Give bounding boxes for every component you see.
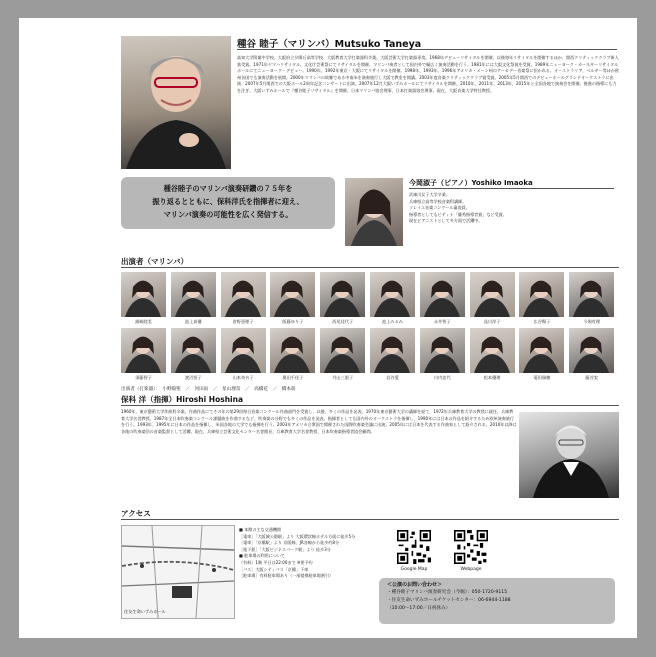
- contact-line: ・種谷睦子マリンバ演奏研究会（今堀）：050-1720-9115: [387, 590, 508, 595]
- contact-line: ・住友生命いずみホールチケットセンター：06-6944-1188: [387, 598, 511, 603]
- google-map-label: Google Map: [400, 567, 428, 572]
- promo-line-2: 振り返るとともに、保科洋氏を指揮者に迎え、: [152, 197, 304, 206]
- performer-photo: [370, 328, 415, 373]
- performer-photo: [121, 272, 166, 317]
- percussion-list: 出演者（打楽器）： 小野陽聖 ／ 河田雨 ／ 星山理奈 ／ 高橋花 ／ 橋本萌: [121, 387, 296, 392]
- performer-photo: [470, 328, 515, 373]
- map-venue-label: 住友生命いずみホール: [124, 609, 166, 614]
- performer-photo: [370, 272, 415, 317]
- flyer-sheet: [19, 18, 637, 638]
- performer-name: 松本優理: [483, 375, 501, 380]
- contact-box: [379, 578, 615, 624]
- imaoka-name: 今岡淑子（ピアノ）Yoshiko Imaoka: [409, 179, 533, 187]
- access-directions: [239, 527, 389, 580]
- imaoka-photo: [345, 178, 403, 246]
- promo-banner: [121, 177, 335, 229]
- performer-name: 阪藤ゆり子: [282, 319, 304, 324]
- performer-photo: [221, 272, 266, 317]
- promo-line-1: 種谷睦子のマリンバ演奏研鑽の７５年を: [163, 184, 293, 193]
- performer-name: 渡辺恒子: [184, 375, 202, 380]
- performer-name: 川内忠代: [433, 375, 451, 380]
- direction-line: （有料）1階 平日は22:00まで ※要予約: [239, 559, 313, 565]
- performer-photo: [270, 272, 315, 317]
- performer-name: 池上真優: [184, 319, 202, 324]
- performer-name: 藤谷実: [585, 375, 598, 380]
- performer-name: 西尾佳代子: [332, 319, 354, 324]
- direction-line: ［バス］大阪シティバス「京橋」下車: [239, 566, 309, 572]
- performer-photo: [519, 272, 564, 317]
- taneya-name: 種谷 睦子（マリンバ）Mutsuko Taneya: [237, 39, 422, 50]
- access-heading: アクセス: [121, 509, 151, 518]
- google-map-qr-icon[interactable]: [397, 530, 431, 564]
- imaoka-bio-line: 現在ピアニストとして多方面で活躍中。: [409, 218, 483, 224]
- hoshina-photo: [519, 412, 619, 498]
- performer-name: 今堀有理: [583, 319, 601, 324]
- access-map: [121, 525, 235, 619]
- performer-name: 倉野恵理子: [232, 319, 254, 324]
- performer-photo: [171, 328, 216, 373]
- taneya-portrait-icon: [121, 36, 231, 169]
- webpage-qr-icon[interactable]: [454, 530, 488, 564]
- performer-name: 広谷陽子: [533, 319, 551, 324]
- hoshina-bio: 1960年、東京藝術大学作曲科卒業。作曲作品にてその年の第29回毎日音楽コンクール作曲部門を受賞し、以後、多くの作品を発表。1970年東京藝術大学の講師を経て、1972年兵庫教育大学の教授に就任。兵庫教育大学名誉教授。1987年全日本吹奏楽コンクール課題曲を作曲するなど、吹奏楽の分野でも多くの作品を発表。指揮者としても国内外のオーケストラを指揮し、1990年には日本の作品を紹介するため欧州演奏旅行を行う。1993年、1995年に日本の作品を指揮し、米国各地の大学でも指揮を行う。2003年アメリカ合衆国で開催された国際吹奏楽会議に出演。2005年には日本を代表する作曲家として紹介される。2010年以降は各地の吹奏楽団の音楽監督として活躍。現在、兵庫県立芸術文化センター名誉館長、兵庫教育大学名誉教授、日本吹奏楽指導者協会顧問。: [121, 409, 517, 434]
- imaoka-bio-line: 武庫川女子大学卒業。: [409, 192, 450, 197]
- direction-line: ［地下鉄］「大阪ビジネスパーク駅」より 徒歩3分: [239, 546, 331, 552]
- direction-line: ■ 本館の主な交通機関: [239, 527, 282, 532]
- performer-photo: [221, 328, 266, 373]
- performer-name: 須藤智子: [135, 375, 152, 380]
- imaoka-bio-line: 指導者としてもピティナ「優秀指導者賞」など受賞。: [409, 211, 507, 217]
- direction-line: ［電車］「大阪城公園駅」より 大阪環状線ホテル方面に徒歩5分: [239, 533, 356, 539]
- performer-photo: [320, 328, 365, 373]
- taneya-photo: [121, 36, 231, 169]
- performer-photo: [420, 328, 465, 373]
- performer-photo: [121, 328, 166, 373]
- performer-photo: [171, 272, 216, 317]
- map-lines-icon: [122, 526, 234, 618]
- performer-name: 浦崎睦美: [135, 319, 152, 324]
- performer-photo: [420, 272, 465, 317]
- imaoka-bio-line: 兵庫県立高等学校音楽科講師。: [409, 198, 467, 204]
- performer-name: 奥田千佳子: [282, 375, 304, 380]
- webpage-label: Webpage: [460, 567, 482, 572]
- promo-line-3: マリンバ演奏の可能性を広く発信する。: [163, 210, 293, 219]
- imaoka-bio-line: ソレイユ音楽コンクール審査員。: [409, 205, 470, 211]
- performer-name: 品川淳子: [483, 319, 501, 324]
- direction-line: ［駐車場］有料駐車場あり（一部提携駐車場割引）: [239, 573, 334, 579]
- performer-photo: [519, 328, 564, 373]
- direction-line: ［電車］「京橋駅」より 京阪線、JR各線から徒歩約8分: [239, 540, 340, 546]
- performer-name: 菱田瑞穂: [533, 375, 551, 380]
- performer-name: 丹山三重子: [332, 375, 354, 380]
- performer-photo: [470, 272, 515, 317]
- hoshina-name: 保科 洋（指揮）Hiroshi Hoshina: [121, 395, 243, 404]
- contact-title: ＜公演のお問い合わせ＞: [387, 582, 443, 588]
- performer-name: 岩谷愛: [386, 375, 399, 380]
- contact-line: （10:00〜17:00／日祝休み）: [387, 606, 451, 611]
- performers-heading: 出演者（マリンバ）: [121, 257, 188, 266]
- performer-name: 山本奈衣子: [232, 375, 254, 380]
- direction-line: ■ 駐車場の利用について: [239, 553, 286, 559]
- imaoka-bio: [409, 192, 619, 225]
- performer-photo: [320, 272, 365, 317]
- performer-photo: [569, 328, 614, 373]
- taneya-bio: 高知大学附属中学校、大阪府立夕陽丘高等学校、大阪教育大学打楽器科卒業。大阪芸術大学打楽器専攻。1968年デビューリサイタルを開催。以後毎年リサイタルを開催するほか、関西クリティッククラブ新人賞受賞。1971年ヤマハリサイタル、文化庁芸術祭にてリサイタルを開催。マリンバ奏者として国内外で幅広く演奏活動を行う。1981年には大阪文化祭賞を受賞。1989年ニューヨーク・カーネギーリサイタルホールにてニューヨーク・デビュー。1990年、1992年東京・大阪にてリサイタルを開催。1998年、1993年、1996年アメリカ・メーン州のアーカデー音楽祭に招かれる。オーストラリア、ベルギー等ほか欧州各国でも演奏活動を展開。2000年マリンバの故郷である中南米を演奏旅行し大阪で教室を開講。2003年度音楽クリティッククラブ賞受賞。2005年5月関西でのデビューホールグランドオーケストラに出演、2007年5月関西での大阪ホール2周年記念コンサートに出演。2007年12月大阪いずみホールにてリサイタルを開催。2010年、2011年、2013年、2015年と全国各地で演奏会を開催。後進の指導にも力を注ぎ、大阪いずみホールで『種谷睦子リサイタル』を開催。日本マリンバ協会理事、日本打楽器協会理事。現在、大阪音楽大学特任教授。: [237, 55, 619, 93]
- performer-name: 永井智子: [433, 319, 451, 324]
- performer-photo: [569, 272, 614, 317]
- performer-photo: [270, 328, 315, 373]
- performer-name: 池上みるみ: [382, 319, 403, 324]
